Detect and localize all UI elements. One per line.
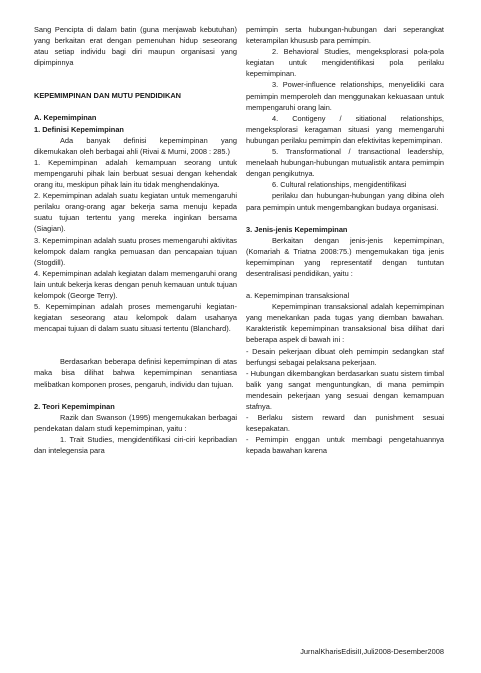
teori-item-continued: pemimpin serta hubungan-hubungan dari seperangkat keterampilan khususb para pemimpin. [246, 25, 444, 46]
subheading-transaksional: a. Kepemimpinan transaksional [246, 291, 350, 301]
bullet-item: - Pemimpin enggan untuk membagi pengetahuannya kepada bawahan karena [246, 435, 444, 456]
teori-item: 5. Transformational / transactional leadership, menelaah hubungan-hubungan mutualistik antara pemimpin dengan pengikutnya. [246, 147, 444, 179]
bullet-item: - Hubungan dikembangkan berdasarkan suatu sistem timbal balik yang sangat menguntungkan, di mana pemimpin mendesain pekerjaan yang sesuai dengan kemampuan stafnya. [246, 368, 444, 411]
teori-item: 3. Power-influence relationships, menyelidiki cara pemimpin memperoleh dan menggunakan kekuasaan untuk mempengaruhi orang lain. [246, 80, 444, 112]
teori-item: 4. Contigeny / sitiational relationships, mengeksplorasi keragaman situasi yang memengaruhi hubungan perilaku pemimpin dan efektivitas kepemimpinan. [246, 113, 444, 145]
transaksional-intro: Kepemimpinan transaksional adalah kepemimpinan yang menekankan pada tugas yang diemban bawahan. Karakteristik kepemimpinan transaksional bisa dilihat dari beberapa aspek di bawah ini : [246, 302, 444, 345]
teori-item-label: 6. Cultural relationships, mengidentifikasi [272, 180, 407, 190]
subheading-definisi: 1. Definisi Kepemimpinan [34, 124, 124, 134]
section-title: KEPEMIMPINAN DAN MUTU PENDIDIKAN [34, 91, 181, 101]
definition-item: 3. Kepemimpinan adalah suatu proses memengaruhi aktivitas kelompok dalam rangka pemuasan dan pencapaian tujuan (Stogdill). [34, 235, 237, 267]
teori-item: 1. Trait Studies, mengidentifikasi ciri-ciri kepribadian dan intelegensia para [34, 434, 237, 455]
subheading-a: A. Kepemimpinan [34, 113, 97, 123]
bullet-item: - Berlaku sistem reward dan punishment sesuai kesepakatan. [246, 413, 444, 434]
right-column [246, 24, 444, 456]
subheading-jenis: 3. Jenis-jenis Kepemimpinan [246, 224, 348, 234]
intro-paragraph: Sang Pencipta di dalam batin (guna menjawab kebutuhan) yang berkaitan erat dengan pemenuhan hidup seseorang atau setiap individu bagi diri maupun organisasi yang dipimpinnya [34, 25, 237, 68]
left-column [34, 24, 237, 456]
definition-item: 1. Kepemimpinan adalah kemampuan seorang untuk mempengaruhi pihak lain berbuat sesuai dengan kehendak orang itu, meskipun pihak lain itu tidak menghendakinya. [34, 157, 237, 190]
teori-item: 2. Behavioral Studies, mengeksplorasi pola-pola kegiatan untuk mengidentifikasi pola perilaku kepemimpinan. [246, 47, 444, 79]
page-footer: JurnalKharisEdisiII,Juli2008-Desember2008 [300, 647, 444, 656]
definition-item: 5. Kepemimpinan adalah proses memengaruhi kegiatan-kegiatan seseorang atau kelompok dalam usahanya mencapai tujuan di dalam suatu situasi tertentu (Blanchard). [34, 302, 237, 334]
subheading-teori: 2. Teori Kepemimpinan [34, 401, 115, 411]
teori-intro: Razik dan Swanson (1995) mengemukakan berbagai pendekatan dalam studi kepemimpinan, yaitu : [34, 412, 237, 433]
definition-item: 2. Kepemimpinan adalah suatu kegiatan untuk memengaruhi perilaku orang-orang agar bekerja sama menuju kepada suatu tujuan tertentu yang mereka inginkan bersama (Siagian). [34, 191, 237, 234]
bullet-item: - Desain pekerjaan dibuat oleh pemimpin sedangkan staf berfungsi sebagai pelaksana pekerjaan. [246, 346, 444, 367]
definition-intro: Ada banyak definisi kepemimpinan yang dikemukakan oleh berbagai ahli (Rivai & Murni, 2008 : 285.) [34, 135, 237, 156]
definition-item: 4. Kepemimpinan adalah kegiatan dalam memengaruhi orang lain untuk bekerja keras dengan penuh kemauan untuk tujuan kelompok (George Terry). [34, 268, 237, 300]
teori-item-body: perilaku dan hubungan-hubungan yang dibina oleh para pemimpin untuk mengembangkan budaya organisasi. [246, 191, 444, 212]
jenis-intro: Berkaitan dengan jenis-jenis kepemimpinan, (Komariah & Triatna 2008:75.) mengemukakan tiga jenis kepemimpinan yang representatif dengan tuntutan desentralisasi pendidikan, yaitu : [246, 235, 444, 278]
summary-paragraph: Berdasarkan beberapa definisi kepemimpinan di atas maka bisa dilihat bahwa kepemimpinan senantiasa melibatkan komponen proses, pengaruh, individu dan tujuan. [34, 357, 237, 389]
